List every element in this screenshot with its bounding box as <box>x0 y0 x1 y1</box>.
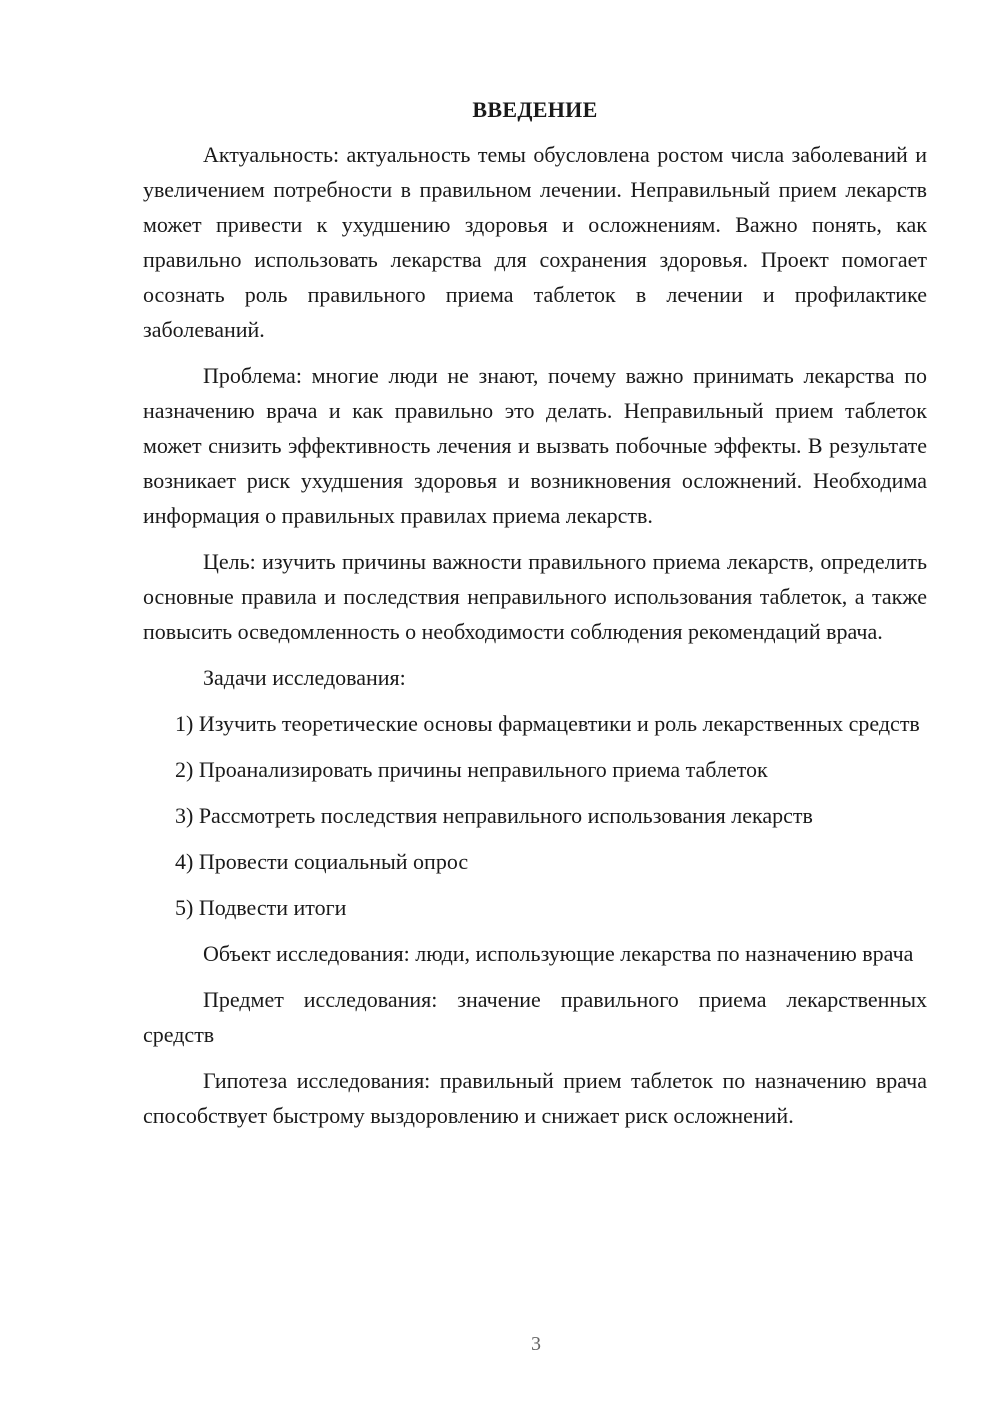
page-content <box>143 92 927 1133</box>
problem-paragraph: Проблема: многие люди не знают, почему важно принимать лекарства по назначению врача и как правильно это делать. Неправильный прием таблеток может снизить эффективность лечения и вызвать побочные эффекты. В результате возникает риск ухудшения здоровья и возникновения осложнений. Необходима информация о правильных правилах приема лекарств. <box>143 363 927 528</box>
relevance-paragraph: Актуальность: актуальность темы обусловлена ростом числа заболеваний и увеличением потребности в правильном лечении. Неправильный прием лекарств может привести к ухудшению здоровья и осложнениям. Важно понять, как правильно использовать лекарства для сохранения здоровья. Проект помогает осознать роль правильного приема таблеток в лечении и профилактике заболеваний. <box>143 142 927 342</box>
subject-paragraph: Предмет исследования: значение правильного приема лекарственных средств <box>143 987 927 1047</box>
hypothesis-paragraph: Гипотеза исследования: правильный прием таблеток по назначению врача способствует быстрому выздоровлению и снижает риск осложнений. <box>143 1068 927 1128</box>
task-item: 2) Проанализировать причины неправильного приема таблеток <box>175 757 768 782</box>
goal-paragraph: Цель: изучить причины важности правильного приема лекарств, определить основные правила и последствия неправильного использования таблеток, а также повысить осведомленность о необходимости соблюдения рекомендаций врача. <box>143 549 927 644</box>
task-item: 3) Рассмотреть последствия неправильного использования лекарств <box>175 803 813 828</box>
task-item: 5) Подвести итоги <box>175 895 347 920</box>
page-number: 3 <box>531 1333 541 1355</box>
task-item: 4) Провести социальный опрос <box>175 849 469 874</box>
object-paragraph: Объект исследования: люди, использующие лекарства по назначению врача <box>203 941 914 966</box>
tasks-list <box>143 706 927 925</box>
section-title: ВВЕДЕНИЕ <box>472 97 598 122</box>
tasks-heading: Задачи исследования: <box>203 665 406 690</box>
task-item: 1) Изучить теоретические основы фармацевтики и роль лекарственных средств <box>175 711 920 736</box>
